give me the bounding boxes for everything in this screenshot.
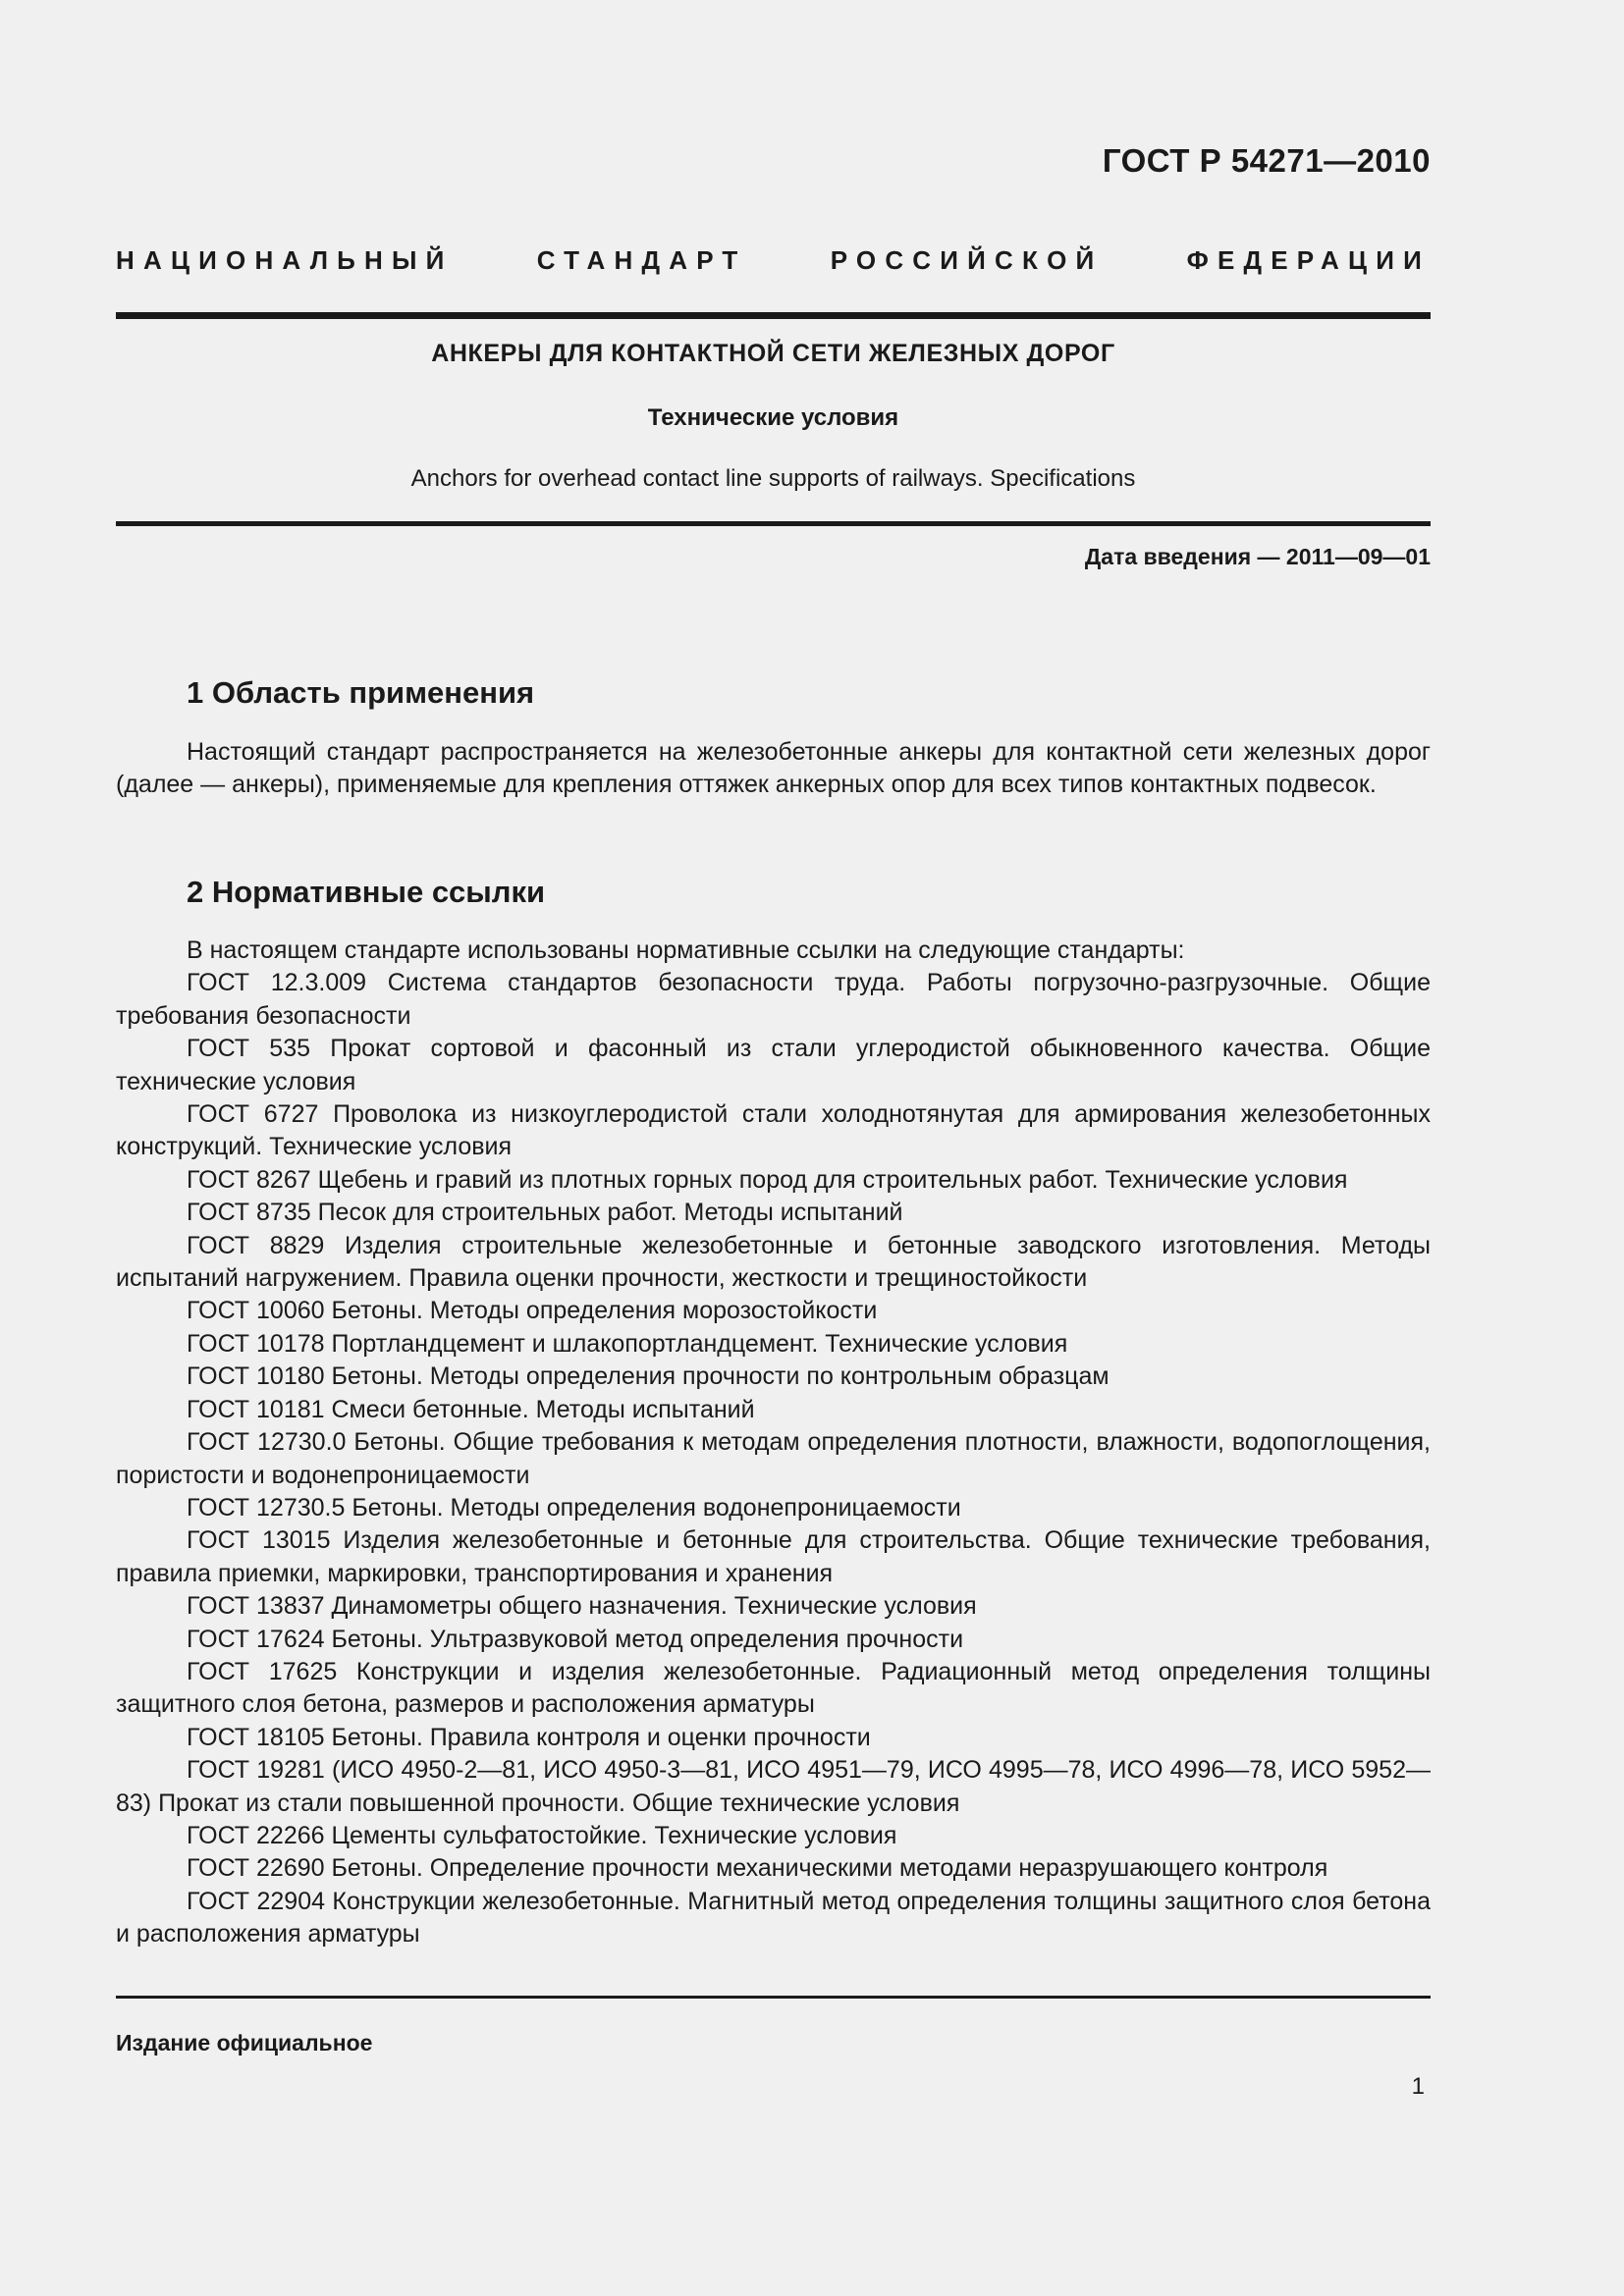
section-1-heading: 1 Область применения <box>187 675 535 710</box>
reference-item: ГОСТ 12730.0 Бетоны. Общие требования к методам определения плотности, влажности, водопоглощения, пористости и водонепроницаемости <box>116 1428 1431 1489</box>
reference-item: ГОСТ 8829 Изделия строительные железобетонные и бетонные заводского изготовления. Методы испытаний нагружением. Правила оценки прочности, жесткости и трещиностойкости <box>116 1231 1431 1293</box>
reference-item: ГОСТ 12.3.009 Система стандартов безопасности труда. Работы погрузочно-разгрузочные. Общие требования безопасности <box>116 969 1431 1030</box>
reference-item: ГОСТ 22266 Цементы сульфатостойкие. Технические условия <box>187 1821 897 1849</box>
official-edition-label: Издание официальное <box>116 2030 373 2056</box>
title-rule <box>116 521 1431 526</box>
reference-item: ГОСТ 6727 Проволока из низкоуглеродистой стали холоднотянутая для армирования железобетонных конструкций. Технические условия <box>116 1100 1431 1161</box>
section-1-text <box>116 736 1431 802</box>
reference-item: ГОСТ 17624 Бетоны. Ультразвуковой метод определения прочности <box>187 1625 964 1653</box>
footer-rule <box>116 1996 1431 1999</box>
document-subtitle: Технические условия <box>647 404 899 431</box>
reference-item: ГОСТ 10181 Смеси бетонные. Методы испытаний <box>187 1395 755 1423</box>
document-title: АНКЕРЫ ДЛЯ КОНТАКТНОЙ СЕТИ ЖЕЛЕЗНЫХ ДОРОГ <box>431 340 1115 367</box>
paragraph: Настоящий стандарт распространяется на железобетонные анкеры для контактной сети железных дорог (далее — анкеры), применяемые для крепления оттяжек анкерных опор для всех типов контактных подвесок. <box>116 738 1431 799</box>
reference-item: ГОСТ 535 Прокат сортовой и фасонный из стали углеродистой обыкновенного качества. Общие технические условия <box>116 1035 1431 1095</box>
reference-item: ГОСТ 10060 Бетоны. Методы определения морозостойкости <box>187 1297 878 1325</box>
reference-item: ГОСТ 13015 Изделия железобетонные и бетонные для строительства. Общие технические требования, правила приемки, маркировки, транспортирования и хранения <box>116 1526 1431 1587</box>
paragraph: В настоящем стандарте использованы нормативные ссылки на следующие стандарты: <box>187 936 1185 964</box>
page-number: 1 <box>1411 2073 1425 2100</box>
reference-item: ГОСТ 8735 Песок для строительных работ. Методы испытаний <box>187 1199 903 1227</box>
section-2-heading: 2 Нормативные ссылки <box>187 875 546 909</box>
introduction-date: Дата введения — 2011—09—01 <box>1084 544 1431 569</box>
reference-item: ГОСТ 18105 Бетоны. Правила контроля и оценки прочности <box>187 1723 871 1751</box>
normative-references-list <box>116 934 1431 1951</box>
reference-item: ГОСТ 8267 Щебень и гравий из плотных горных пород для строительных работ. Технические условия <box>187 1165 1348 1194</box>
national-standard-heading: НАЦИОНАЛЬНЫЙ СТАНДАРТ РОССИЙСКОЙ ФЕДЕРАЦИИ <box>116 245 1431 275</box>
reference-item: ГОСТ 22904 Конструкции железобетонные. Магнитный метод определения толщины защитного слоя бетона и расположения арматуры <box>116 1887 1431 1949</box>
reference-item: ГОСТ 12730.5 Бетоны. Методы определения водонепроницаемости <box>187 1493 961 1522</box>
reference-item: ГОСТ 19281 (ИСО 4950-2—81, ИСО 4950-3—81, ИСО 4951—79, ИСО 4995—78, ИСО 4996—78, ИСО 5952—83) Прокат из стали повышенной прочности. Общие технические условия <box>116 1756 1431 1817</box>
document-code: ГОСТ Р 54271—2010 <box>1102 142 1431 179</box>
reference-item: ГОСТ 10178 Портландцемент и шлакопортландцемент. Технические условия <box>187 1329 1068 1358</box>
reference-item: ГОСТ 13837 Динамометры общего назначения. Технические условия <box>187 1592 977 1621</box>
english-title: Anchors for overhead contact line supports of railways. Specifications <box>410 465 1136 492</box>
header-rule <box>116 312 1431 319</box>
reference-item: ГОСТ 10180 Бетоны. Методы определения прочности по контрольным образцам <box>187 1362 1110 1391</box>
reference-item: ГОСТ 22690 Бетоны. Определение прочности механическими методами неразрушающего контроля <box>187 1854 1328 1883</box>
reference-item: ГОСТ 17625 Конструкции и изделия железобетонные. Радиационный метод определения толщины защитного слоя бетона, размеров и расположения арматуры <box>116 1657 1431 1719</box>
